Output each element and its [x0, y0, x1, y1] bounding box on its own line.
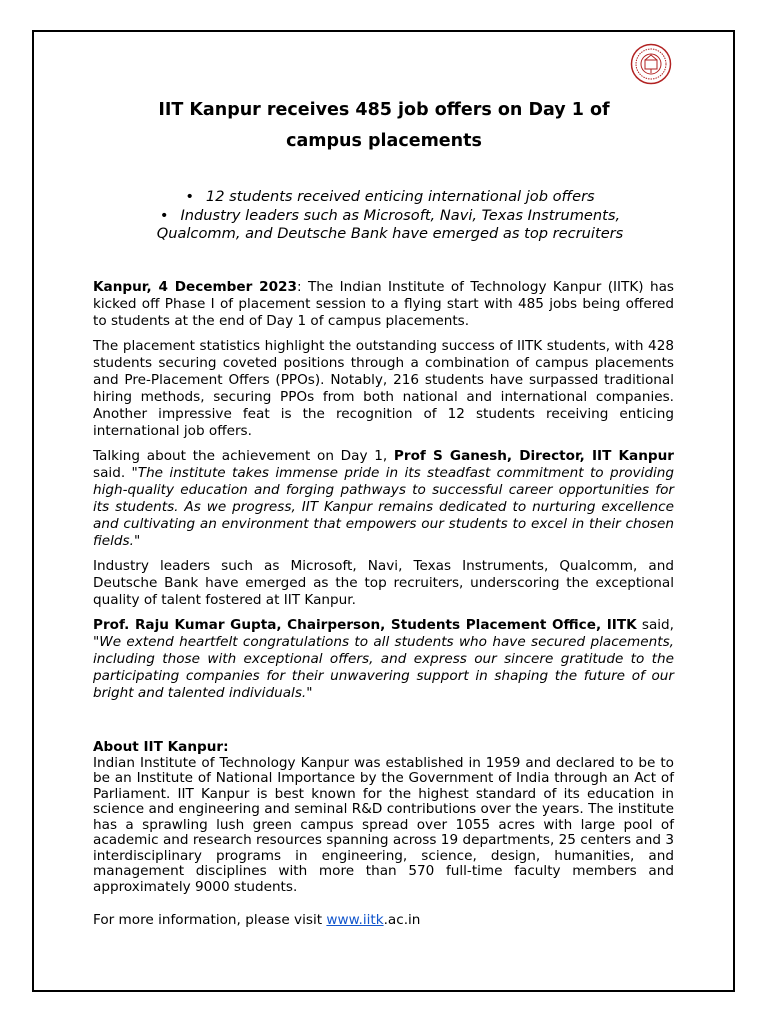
paragraph-director-quote: Talking about the achievement on Day 1, Prof S Ganesh, Director, IIT Kanpur said. "The institute takes immense pride in its steadfast commitment to providing high-quality education and forging pathways to successful career opportunities for its students. As we progress, IIT Kanpur remains dedicated to nurturing excellence and cultivating an environment that empowers our students to excel in their chosen fields."	[93, 448, 674, 549]
highlights-list	[130, 188, 650, 244]
article-body	[93, 279, 674, 710]
bullet-icon: •	[185, 188, 194, 205]
website-link[interactable]: www.iitk	[326, 912, 384, 928]
dateline: Kanpur, 4 December 2023	[93, 279, 297, 295]
title-line-2: campus placements	[286, 131, 482, 151]
quote-text: We extend heartfelt congratulations to all students who have secured placements, including those with exceptional offers, and express our sincere gratitude to the participating companies for their unwavering support in shaping the future of our bright and talented individuals.	[93, 634, 674, 701]
paragraph-chairperson-quote: Prof. Raju Kumar Gupta, Chairperson, Students Placement Office, IITK said, "We extend heartfelt congratulations to all students who have secured placements, including those with exceptional offers, and express our sincere gratitude to the participating companies for their unwavering support in shaping the future of our bright and talented individuals."	[93, 617, 674, 701]
more-info: For more information, please visit www.iitk.ac.in	[93, 912, 421, 928]
highlight-item: • Industry leaders such as Microsoft, Navi, Texas Instruments, Qualcomm, and Deutsche Bank have emerged as top recruiters	[156, 206, 624, 242]
speaker-name: Prof. Raju Kumar Gupta, Chairperson, Students Placement Office, IITK	[93, 617, 637, 633]
paragraph-intro: Kanpur, 4 December 2023: The Indian Institute of Technology Kanpur (IITK) has kicked off Phase I of placement session to a flying start with 485 jobs being offered to students at the end of Day 1 of campus placements.	[93, 279, 674, 329]
title-line-1: IIT Kanpur receives 485 job offers on Day 1 of	[158, 100, 610, 120]
page-title	[100, 95, 668, 157]
about-text: Indian Institute of Technology Kanpur was established in 1959 and declared to be to be an Institute of National Importance by the Government of India through an Act of Parliament. IIT Kanpur is best known for the highest standard of its education in science and engineering and seminal R&D contributions over the years. The institute has a sprawling lush green campus spread over 1055 acres with large pool of academic and research resources spanning across 19 departments, 25 centers and 3 interdisciplinary programs in engineering, science, design, humanities, and management disciplines with more than 570 full-time faculty members and approximately 9000 students.	[93, 754, 674, 895]
paragraph-statistics: The placement statistics highlight the outstanding success of IITK students, with 428 students securing coveted positions through a combination of campus placements and Pre-Placement Offers (PPOs). Notably, 216 students have surpassed traditional hiring methods, securing PPOs from both national and international companies. Another impressive feat is the recognition of 12 students receiving enticing international job offers.	[93, 338, 674, 439]
about-section	[93, 740, 674, 895]
quote-text: The institute takes immense pride in its steadfast commitment to providing high-quality education and forging pathways to successful career opportunities for its students. As we progress, IIT Kanpur remains dedicated to nurturing excellence and cultivating an environment that empowers our students to excel in their chosen fields.	[93, 465, 674, 549]
paragraph-recruiters: Industry leaders such as Microsoft, Navi, Texas Instruments, Qualcomm, and Deutsche Bank have emerged as the top recruiters, underscoring the exceptional quality of talent fostered at IIT Kanpur.	[93, 558, 674, 608]
highlight-item: • 12 students received enticing international job offers	[185, 188, 595, 205]
bullet-icon: •	[159, 206, 169, 224]
about-heading: About IIT Kanpur:	[93, 739, 229, 755]
speaker-name: Prof S Ganesh, Director, IIT Kanpur	[393, 448, 674, 464]
iit-kanpur-seal-icon	[630, 43, 672, 85]
